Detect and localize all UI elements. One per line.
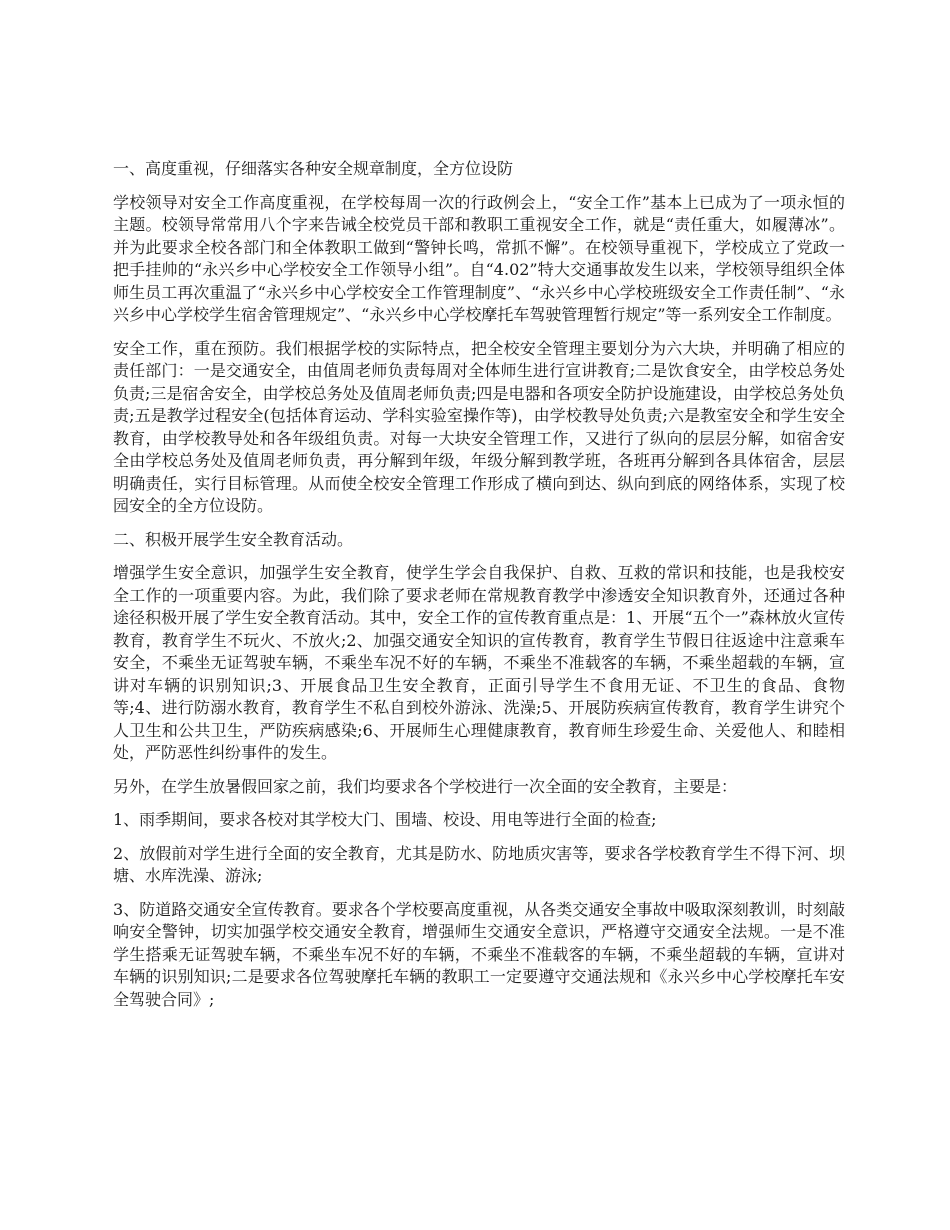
section-heading-1: 一、高度重视，仔细落实各种安全规章制度，全方位设防 bbox=[113, 159, 514, 178]
paragraph-summer: 另外，在学生放暑假回家之前，我们均要求各个学校进行一次全面的安全教育，主要是： bbox=[113, 776, 738, 796]
document-page bbox=[113, 158, 845, 1022]
list-item-1: 1、雨季期间，要求各校对其学校大门、围墙、校设、用电等进行全面的检查; bbox=[113, 810, 657, 829]
paragraph-leadership: 学校领导对安全工作高度重视，在学校每周一次的行政例会上，“安全工作”基本上已成为了一项永恒的主题。校领导常常用八个字来告诫全校党员干部和教职工重视安全工作，就是“责任重大，如履薄冰”。并为此要求全校各部门和全体教职工做到“警钟长鸣，常抓不懈”。在校领导重视下，学校成立了党政一把手挂帅的“永兴乡中心学校安全工作领导小组”。自“4.02”特大交通事故发生以来，学校领导组织全体师生员工再次重温了“永兴乡中心学校安全工作管理制度”、“永兴乡中心学校班级安全工作责任制”、“永兴乡中心学校学生宿舍管理规定”、“永兴乡中心学校摩托车驾驶管理暂行规定”等一系列安全工作制度。 bbox=[113, 192, 845, 324]
section-heading-2: 二、积极开展学生安全教育活动。 bbox=[113, 529, 354, 549]
list-item-3: 3、防道路交通安全宣传教育。要求各个学校要高度重视，从各类交通安全事故中吸取深刻教训，时刻敲响安全警钟，切实加强学校交通安全教育，增强师生交通安全意识，严格遵守交通安全法规。一是不准学生搭乘无证驾驶车辆，不乘坐车况不好的车辆，不乘坐不准载客的车辆，不乘坐超载的车辆，宣讲对车辆的识别知识;二是要求各位驾驶摩托车辆的教职工一定要遵守交通法规和《永兴乡中心学校摩托车安全驾驶合同》; bbox=[113, 899, 845, 1009]
paragraph-prevention: 安全工作，重在预防。我们根据学校的实际特点，把全校安全管理主要划分为六大块，并明确了相应的责任部门：一是交通安全，由值周老师负责每周对全体师生进行宣讲教育;二是饮食安全，由学校总务处负责;三是宿舍安全，由学校总务处及值周老师负责;四是电器和各项安全防护设施建设，由学校总务处负责;五是教学过程安全(包括体育运动、学科实验室操作等)，由学校教导处负责;六是教室安全和学生安全教育，由学校教导处和各年级组负责。对每一大块安全管理工作，又进行了纵向的层层分解，如宿舍安全由学校总务处及值周老师负责，再分解到年级，年级分解到教学班，各班再分解到各具体宿舍，层层明确责任，实行目标管理。从而使全校安全管理工作形成了横向到达、纵向到底的网络体系，实现了校园安全的全方位设防。 bbox=[113, 338, 845, 515]
paragraph-education: 增强学生安全意识，加强学生安全教育，使学生学会自我保护、自救、互救的常识和技能，也是我校安全工作的一项重要内容。为此，我们除了要求老师在常规教育教学中渗透安全知识教育外，还通过各种途径积极开展了学生安全教育活动。其中，安全工作的宣传教育重点是：1、开展“五个一”森林放火宣传教育，教育学生不玩火、不放火;2、加强交通安全知识的宣传教育，教育学生节假日往返途中注意乘车安全，不乘坐无证驾驶车辆，不乘坐车况不好的车辆，不乘坐不准载客的车辆，不乘坐超载的车辆，宣讲对车辆的识别知识;3、开展食品卫生安全教育，正面引导学生不食用无证、不卫生的食品、食物等;4、进行防溺水教育，教育学生不私自到校外游泳、洗澡;5、开展防疾病宣传教育，教育学生讲究个人卫生和公共卫生，严防疾病感染;6、开展师生心理健康教育，教育师生珍爱生命、关爱他人、和睦相处，严防恶性纠纷事件的发生。 bbox=[113, 563, 845, 762]
list-item-2: 2、放假前对学生进行全面的安全教育，尤其是防水、防地质灾害等，要求各学校教育学生不得下河、坝塘、水库洗澡、游泳; bbox=[113, 843, 845, 885]
